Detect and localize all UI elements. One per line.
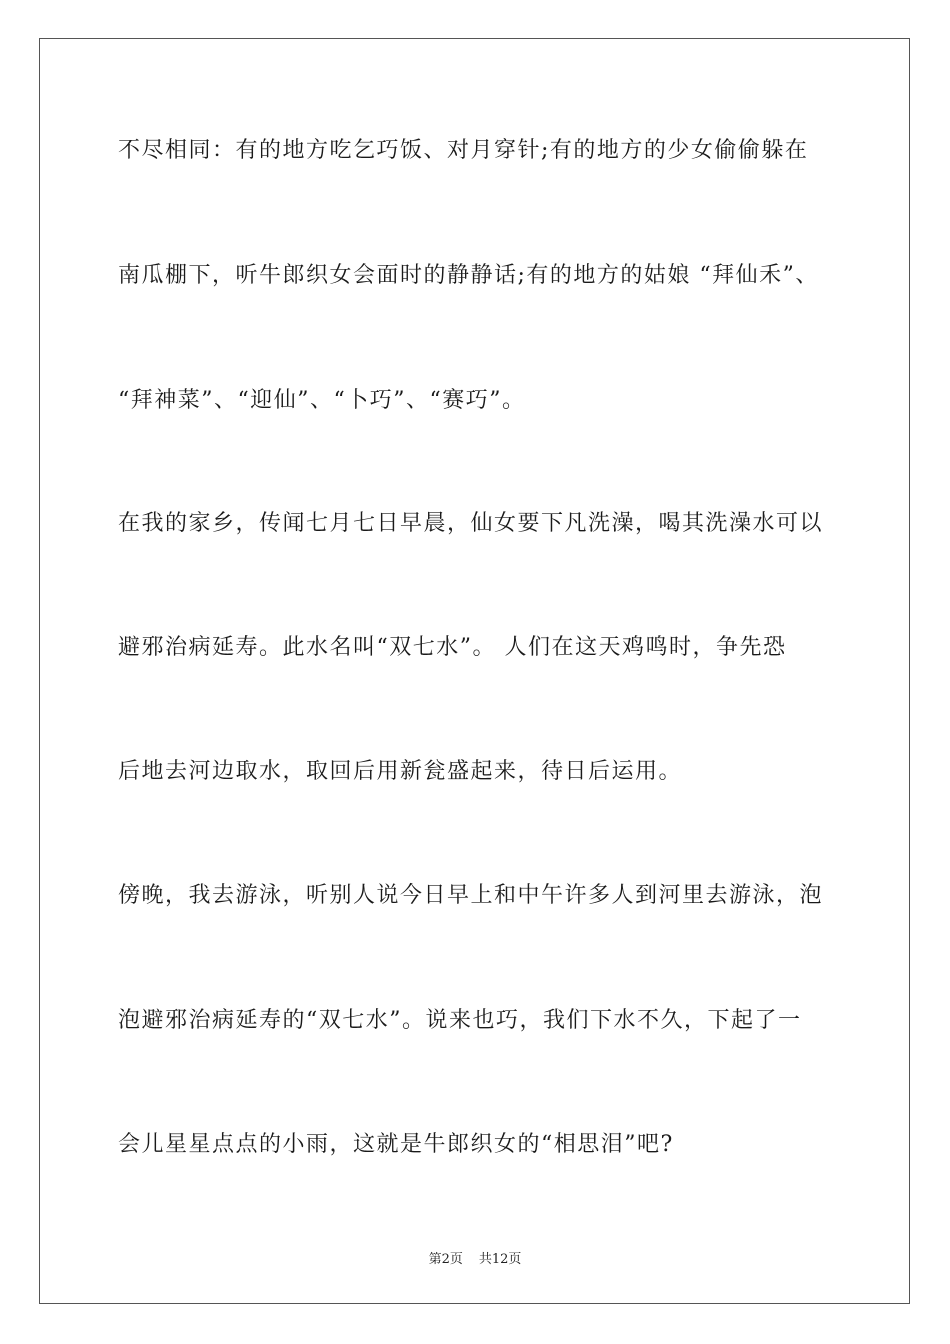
text-line-7: 傍晚，我去游泳，听别人说今日早上和中午许多人到河里去游泳，泡: [118, 883, 824, 908]
page-number: 第2页: [428, 1252, 463, 1267]
page-total: 共12页: [478, 1252, 522, 1267]
text-line-5: 避邪治病延寿。此水名叫“双七水”。 人们在这天鸡鸣时，争先恐: [118, 635, 787, 660]
text-line-8: 泡避邪治病延寿的“双七水”。说来也巧，我们下水不久，下起了一: [118, 1008, 802, 1033]
text-line-2: 南瓜棚下，听牛郎织女会面时的静静话;有的地方的姑娘 “拜仙禾”、: [118, 263, 819, 288]
page-footer: [0, 1248, 950, 1267]
text-line-1: 不尽相同：有的地方吃乞巧饭、对月穿针;有的地方的少女偷偷躲在: [118, 138, 809, 163]
page-border: [39, 38, 910, 1304]
text-line-6: 后地去河边取水，取回后用新瓮盛起来，待日后运用。: [118, 759, 683, 784]
text-line-3: “拜神菜”、“迎仙”、“卜巧”、“赛巧”。: [118, 388, 526, 413]
text-line-4: 在我的家乡，传闻七月七日早晨，仙女要下凡洗澡，喝其洗澡水可以: [118, 511, 824, 536]
text-line-9: 会儿星星点点的小雨，这就是牛郎织女的“相思泪”吧?: [118, 1132, 674, 1157]
